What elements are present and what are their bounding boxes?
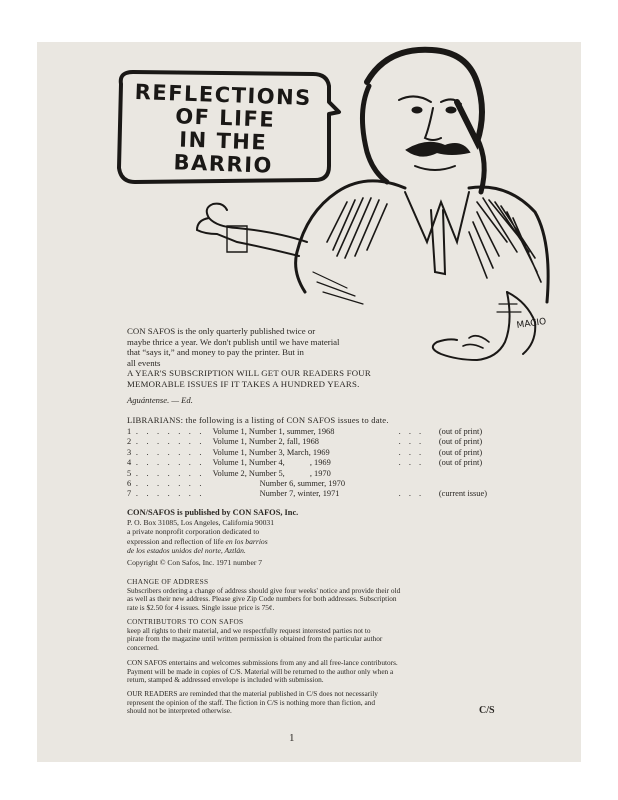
change-of-address-section xyxy=(127,578,503,612)
issue-trailing-dots: . . . xyxy=(398,447,425,457)
issue-trailing-dots: . . . xyxy=(398,489,425,499)
issue-number: 7 xyxy=(127,489,132,499)
issue-volume: Number 7, winter, 1971 xyxy=(259,489,340,499)
contributors-section xyxy=(127,618,503,652)
cs-mark: C/S xyxy=(479,705,495,716)
issue-number: 5 xyxy=(127,468,132,478)
publisher-heading: CON/SAFOS is published by CON SAFOS, Inc. xyxy=(127,508,299,517)
issue-leader-dots: . . . . . . . xyxy=(135,427,205,436)
issue-status: (out of print) xyxy=(438,447,483,457)
publisher-line-2b: en los barrios xyxy=(225,536,268,546)
issues-list xyxy=(127,427,487,500)
issue-trailing-dots: . . . xyxy=(398,427,425,436)
issue-leader-dots: . . . . . . . xyxy=(135,437,205,447)
publisher-line-3: de los estados unidos del norte, Aztlán. xyxy=(127,545,246,555)
issue-row xyxy=(127,437,487,447)
issue-status: (current issue) xyxy=(438,489,487,499)
issue-volume: Volume 1, Number 1, summer, 1968 xyxy=(212,427,335,436)
issue-leader-dots: . . . . . . . xyxy=(135,458,205,468)
intro-line-4: all events xyxy=(127,357,161,368)
issue-trailing-dots: . . . xyxy=(398,458,425,468)
change-of-address-heading: CHANGE OF ADDRESS xyxy=(127,577,209,586)
intro-line-1: CON SAFOS is the only quarterly published twice or xyxy=(127,326,316,336)
issue-row xyxy=(127,469,487,479)
issue-leader-dots: . . . . . . . xyxy=(135,479,205,489)
barrio-illustration xyxy=(37,42,581,372)
issue-trailing-dots xyxy=(399,479,439,489)
submissions-line-3: return, stamped & addressed envelope is included with submission. xyxy=(127,675,324,685)
issue-volume: Volume 1, Number 4, , 1969 xyxy=(212,458,331,468)
issue-status: (out of print) xyxy=(438,437,483,447)
submissions-line-2: Payment will be made in copies of C/S. Material will be returned to the author only when a xyxy=(127,666,394,676)
readers-line-3: should not be interpreted otherwise. xyxy=(127,706,232,716)
issue-leader-dots: . . . . . . . xyxy=(135,468,205,478)
issue-trailing-dots xyxy=(399,469,439,479)
issue-volume: Volume 1, Number 3, March, 1969 xyxy=(212,447,330,457)
issue-leader-dots: . . . . . . . xyxy=(135,489,205,499)
issue-volume: Volume 1, Number 2, fall, 1968 xyxy=(212,437,319,447)
contributors-line-3: concerned. xyxy=(127,642,159,652)
readers-line-2: represent the opinion of the staff. The fiction in C/S is nothing more than fiction, and xyxy=(127,697,375,707)
readers-line-1: OUR READERS are reminded that the material published in C/S does not necessarily xyxy=(127,689,378,698)
issue-status xyxy=(439,479,487,489)
intro-line-2: maybe thrice a year. We don't publish until we have material xyxy=(127,336,340,347)
issue-volume: Volume 2, Number 5, , 1970 xyxy=(212,468,331,478)
artist-signature: MACIO xyxy=(516,316,547,331)
issue-row xyxy=(127,479,487,489)
issue-number: 2 xyxy=(127,437,132,447)
issue-row xyxy=(127,427,487,437)
contributors-line-1: keep all rights to their material, and we respectfully request interested parties not to xyxy=(127,625,371,635)
change-of-address-line-1: Subscribers ordering a change of address should give four weeks' notice and provide their old xyxy=(127,585,401,595)
page-number: 1 xyxy=(289,732,295,744)
intro-line-6: MEMORABLE ISSUES IF IT TAKES A HUNDRED YEARS. xyxy=(127,378,360,389)
change-of-address-line-3: rate is $2.50 for 4 issues. Single issue price is 75¢. xyxy=(127,602,275,612)
issue-row xyxy=(127,489,487,499)
submissions-line-1: CON SAFOS entertains and welcomes submissions from any and all free-lance contributors. xyxy=(127,658,398,667)
issue-status: (out of print) xyxy=(438,427,483,436)
magazine-page xyxy=(37,42,581,762)
issue-number: 6 xyxy=(127,479,132,489)
bubble-line-4: BARRIO xyxy=(173,150,274,178)
librarians-note: LIBRARIANS: the following is a listing of CON SAFOS issues to date. xyxy=(127,415,389,425)
editor-signoff: Aguántense. — Ed. xyxy=(127,395,193,405)
issue-number: 1 xyxy=(127,427,132,436)
issue-leader-dots: . . . . . . . xyxy=(135,447,205,457)
change-of-address-line-2: as well as their new address. Please give Zip Code numbers for both addresses. Subscription xyxy=(127,594,397,604)
issue-row xyxy=(127,458,487,468)
intro-line-5: A YEAR'S SUBSCRIPTION WILL GET OUR READERS FOUR xyxy=(127,368,371,379)
issue-volume: Number 6, summer, 1970 xyxy=(259,479,346,489)
issue-number: 4 xyxy=(127,458,132,468)
issue-status: (out of print) xyxy=(438,458,483,468)
readers-section xyxy=(127,690,503,716)
copyright-line: Copyright © Con Safos, Inc. 1971 number 7 xyxy=(127,558,263,568)
intro-paragraph xyxy=(127,326,507,390)
publisher-line-2a: expression and reflection of life xyxy=(127,536,226,546)
bubble-line-3: IN THE xyxy=(178,127,268,155)
contributors-heading: CONTRIBUTORS TO CON SAFOS xyxy=(127,617,244,626)
publisher-block xyxy=(127,508,427,567)
issue-trailing-dots: . . . xyxy=(398,437,425,447)
bubble-line-1: REFLECTIONS xyxy=(134,79,313,111)
publisher-address: P. O. Box 31085, Los Angeles, California 90031 xyxy=(127,518,275,528)
submissions-section xyxy=(127,659,503,685)
bubble-line-2: OF LIFE xyxy=(174,104,276,132)
publisher-line-1: a private nonprofit corporation dedicated to xyxy=(127,527,260,537)
issue-status xyxy=(439,469,487,479)
issue-row xyxy=(127,448,487,458)
intro-line-3: that “says it,” and money to pay the printer. But in xyxy=(127,347,304,358)
issue-number: 3 xyxy=(127,447,132,457)
contributors-line-2: pirate from the magazine until written permission is obtained from the particular author xyxy=(127,634,383,644)
